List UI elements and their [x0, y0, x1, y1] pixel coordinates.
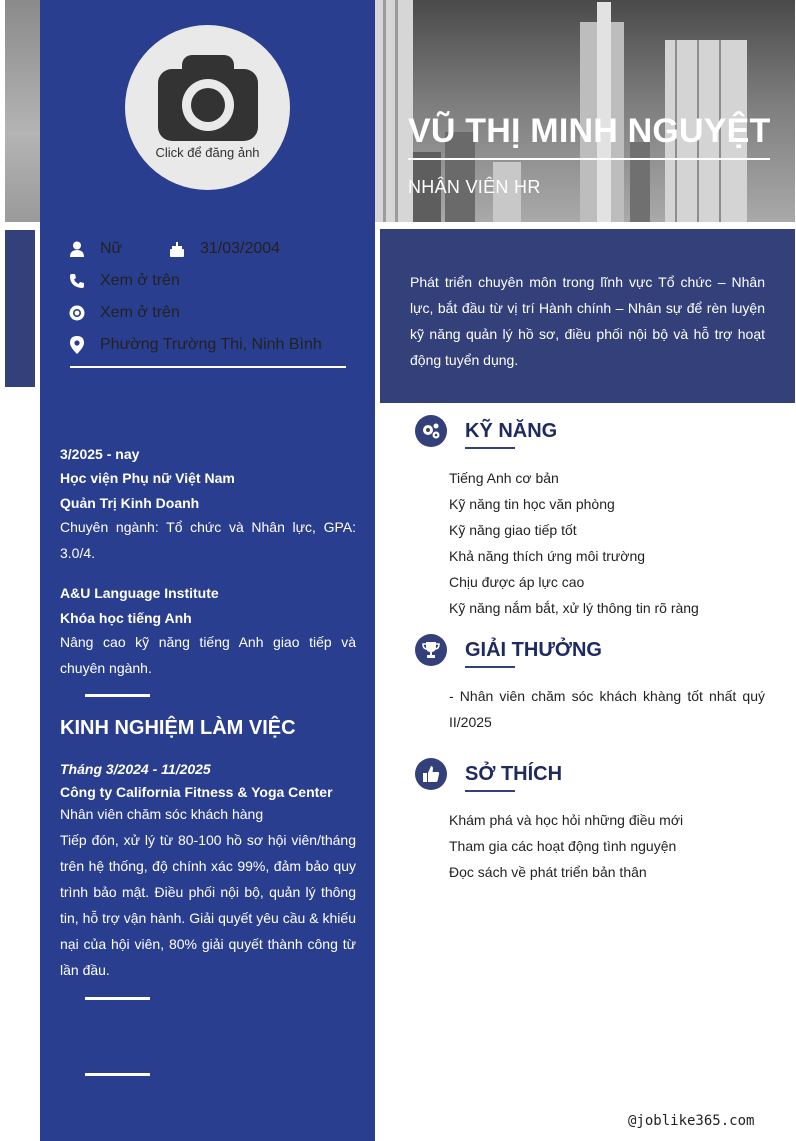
list-item: Kỹ năng giao tiếp tốt [449, 522, 577, 538]
job-title: NHÂN VIÊN HR [408, 177, 541, 197]
list-item: Tham gia các hoạt động tình nguyện [449, 838, 677, 854]
list-item: Chịu được áp lực cao [449, 574, 585, 590]
awards-header [415, 634, 602, 666]
education-detail: Nâng cao kỹ năng tiếng Anh giao tiếp và chuyên ngành. [60, 634, 356, 676]
candidate-name: VŨ THỊ MINH NGUYỆT [408, 112, 771, 150]
trophy-icon [415, 634, 447, 666]
list-item: Kỹ năng nắm bắt, xử lý thông tin rõ ràng [449, 600, 699, 616]
list-item: Kỹ năng tin học văn phòng [449, 496, 615, 512]
education-period: 3/2025 - nay [60, 446, 140, 462]
awards-list [449, 683, 765, 735]
left-decor-block [5, 230, 35, 387]
career-objective: Phát triển chuyên môn trong lĩnh vực Tổ chức – Nhân lực, bắt đầu từ vị trí Hành chính – Nhân sự để rèn luyện kỹ năng quản lý hồ sơ, điều phối nội bộ và hỗ trợ hoạt động tuyển dụng. [380, 229, 795, 403]
address-value: Phường Trường Thi, Ninh Bình [100, 336, 322, 353]
education-major: Quản Trị Kinh Doanh [60, 495, 200, 511]
section-divider [85, 1073, 150, 1076]
thumbs-up-icon [415, 758, 447, 790]
skills-heading: KỸ NĂNG [465, 419, 558, 442]
gears-icon [415, 415, 447, 447]
contact-divider [70, 366, 346, 368]
education-major: Khóa học tiếng Anh [60, 610, 192, 626]
camera-icon [158, 55, 258, 141]
list-item: Đọc sách về phát triển bản thân [449, 864, 647, 880]
list-item: Khả năng thích ứng môi trường [449, 548, 646, 564]
education-school: A&U Language Institute [60, 585, 219, 601]
avatar[interactable] [125, 25, 290, 190]
hobbies-header [415, 758, 562, 790]
gender-row [68, 238, 122, 260]
section-divider [85, 997, 150, 1000]
address-row [68, 334, 322, 356]
education-entry-1 [60, 445, 356, 566]
experience-description: Tiếp đón, xử lý từ 80-100 hồ sơ hội viên/tháng trên hệ thống, độ chính xác 99%, đảm bảo quy trình bảo mật. Điều phối nội bộ, quản lý thông tin, hỗ trợ vận hành. Giải quyết yêu cầu & khiếu nại của hội viên, 80% giải quyết thành công từ lần đầu. [60, 832, 356, 978]
hobbies-list [449, 807, 765, 885]
gender-value: Nữ [100, 240, 123, 257]
phone-value[interactable]: Xem ở trên [100, 272, 180, 289]
skills-header [415, 415, 557, 447]
cake-icon [168, 240, 186, 258]
awards-heading: GIẢI THƯỞNG [465, 638, 602, 661]
education-school: Học viện Phụ nữ Việt Nam [60, 470, 235, 486]
experience-company: Công ty California Fitness & Yoga Center [60, 784, 333, 800]
experience-entry [60, 760, 356, 983]
list-item: Tiếng Anh cơ bản [449, 470, 559, 486]
education-detail: Chuyên ngành: Tổ chức và Nhân lực, GPA: 3.0/4. [60, 519, 356, 561]
location-icon [68, 336, 86, 354]
footer-watermark: @joblike365.com [628, 1113, 755, 1129]
hobbies-heading: SỞ THÍCH [465, 762, 563, 785]
email-value[interactable]: Xem ở trên [100, 304, 180, 321]
phone-icon [68, 272, 86, 290]
birthdate-row [168, 238, 280, 260]
skills-list [449, 465, 765, 621]
experience-role: Nhân viên chăm sóc khách hàng [60, 806, 264, 822]
list-item: Khám phá và học hỏi những điều mới [449, 812, 684, 828]
section-divider [85, 694, 150, 697]
list-item: - Nhân viên chăm sóc khách khàng tốt nhất quý II/2025 [449, 688, 765, 730]
email-icon [68, 304, 86, 322]
birthdate-value: 31/03/2004 [200, 240, 281, 257]
experience-period: Tháng 3/2024 - 11/2025 [60, 761, 211, 777]
education-entry-2 [60, 584, 356, 681]
avatar-caption: Click để đăng ảnh [155, 145, 260, 160]
left-decor-photo-strip [5, 0, 41, 222]
experience-heading: KINH NGHIỆM LÀM VIỆC [60, 717, 296, 739]
name-divider [408, 158, 770, 160]
person-icon [68, 240, 86, 258]
email-row [68, 302, 180, 324]
phone-row [68, 270, 180, 292]
